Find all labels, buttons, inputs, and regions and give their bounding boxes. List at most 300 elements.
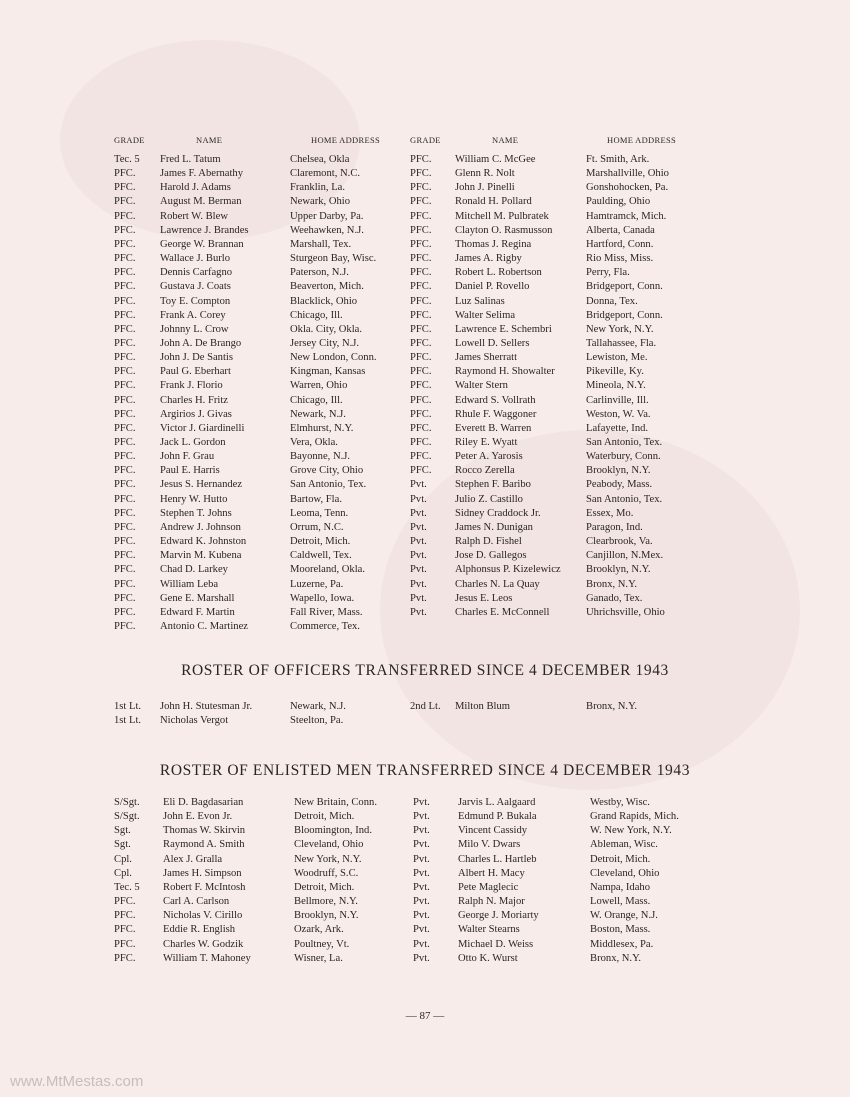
address-cell: Steelton, Pa. [290, 715, 344, 727]
name-cell: Mitchell M. Pulbratek [455, 210, 549, 222]
name-cell: Harold J. Adams [160, 182, 231, 194]
address-cell: Paterson, N.J. [290, 267, 349, 279]
address-cell: Detroit, Mich. [294, 881, 355, 893]
roster-row [0, 379, 850, 393]
name-cell: James Sherratt [455, 352, 518, 364]
grade-cell: PFC. [114, 408, 136, 420]
grade-cell: PFC. [410, 182, 432, 194]
grade-cell: PFC. [410, 437, 432, 448]
address-cell: Cleveland, Ohio [294, 839, 364, 851]
grade-cell: PFC. [114, 309, 136, 321]
roster-row [0, 422, 850, 436]
grade-cell: PFC. [114, 366, 136, 378]
roster-row [0, 337, 850, 351]
grade-cell: Pvt. [410, 507, 427, 519]
name-cell: Paul G. Eberhart [160, 366, 231, 378]
name-cell: Otto K. Wurst [458, 952, 518, 964]
grade-cell: Sgt. [114, 825, 131, 837]
name-cell: Fred L. Tatum [160, 154, 221, 165]
address-cell: Lafayette, Ind. [586, 422, 649, 434]
header-grade-left: GRADE [114, 135, 145, 145]
header-name-right: NAME [492, 135, 519, 145]
grade-cell: PFC. [114, 238, 136, 250]
address-cell: Leoma, Tenn. [290, 507, 349, 519]
name-cell: Ralph D. Fishel [455, 536, 522, 548]
address-cell: Newark, Ohio [290, 196, 351, 208]
header-grade-right: GRADE [410, 135, 441, 145]
name-cell: Charles L. Hartleb [458, 853, 537, 865]
grade-cell: PFC. [410, 380, 432, 392]
address-cell: Vera, Okla. [290, 437, 338, 448]
grade-cell: Cpl. [114, 853, 132, 865]
address-cell: Bloomington, Ind. [294, 825, 372, 837]
address-cell: New York, N.Y. [294, 853, 362, 865]
address-cell: Orrum, N.C. [290, 521, 344, 533]
name-cell: Raymond A. Smith [163, 839, 245, 851]
grade-cell: PFC. [410, 309, 432, 321]
address-cell: Nampa, Idaho [590, 881, 651, 893]
grade-cell: PFC. [114, 224, 136, 236]
roster-row [0, 181, 850, 195]
name-cell: Luz Salinas [455, 295, 505, 307]
grade-cell: Pvt. [413, 839, 430, 851]
grade-cell: PFC. [114, 451, 136, 463]
grade-cell: Tec. 5 [114, 154, 140, 165]
grade-cell: Sgt. [114, 839, 131, 851]
name-cell: John A. De Brango [160, 337, 242, 349]
name-cell: Jesus S. Hernandez [160, 479, 243, 491]
name-cell: Robert F. McIntosh [163, 881, 246, 893]
address-cell: Middlesex, Pa. [590, 938, 654, 950]
address-cell: Newark, N.J. [290, 701, 346, 712]
roster-row [0, 592, 850, 606]
address-cell: Ableman, Wisc. [590, 839, 658, 851]
grade-cell: PFC. [114, 465, 136, 477]
grade-cell: PFC. [410, 253, 432, 265]
grade-cell: Pvt. [413, 853, 430, 865]
name-cell: Jose D. Gallegos [455, 550, 527, 562]
name-cell: Victor J. Giardinelli [160, 422, 245, 434]
roster-row [0, 521, 850, 535]
name-cell: James A. Rigby [455, 253, 522, 265]
grade-cell: PFC. [410, 323, 432, 335]
name-cell: Thomas W. Skirvin [163, 825, 246, 837]
address-cell: Pikeville, Ky. [586, 366, 644, 378]
address-cell: Marshallville, Ohio [586, 168, 669, 180]
roster-row [0, 923, 850, 937]
grade-cell: PFC. [114, 437, 136, 448]
roster-row [0, 210, 850, 224]
name-cell: Charles H. Fritz [160, 394, 228, 406]
address-cell: Perry, Fla. [586, 267, 630, 279]
name-cell: Chad D. Larkey [160, 564, 228, 576]
grade-cell: Pvt. [413, 881, 430, 893]
name-cell: Andrew J. Johnson [160, 521, 241, 533]
address-cell: Grand Rapids, Mich. [590, 811, 679, 823]
address-cell: Lowell, Mass. [590, 896, 651, 908]
name-cell: Rocco Zerella [455, 465, 515, 477]
address-cell: W. Orange, N.J. [590, 910, 658, 922]
address-cell: Paulding, Ohio [586, 196, 651, 208]
name-cell: Milton Blum [455, 701, 511, 712]
name-cell: Everett B. Warren [455, 422, 532, 434]
grade-cell: PFC. [410, 224, 432, 236]
header-address-right: HOME ADDRESS [607, 135, 677, 145]
name-cell: Walter Stern [455, 380, 508, 392]
address-cell: Detroit, Mich. [590, 853, 651, 865]
address-cell: Claremont, N.C. [290, 168, 361, 180]
grade-cell: PFC. [410, 154, 432, 165]
grade-cell: Pvt. [410, 592, 427, 604]
address-cell: Luzerne, Pa. [290, 578, 344, 590]
grade-cell: PFC. [410, 408, 432, 420]
grade-cell: Pvt. [410, 578, 427, 590]
address-cell: Chicago, Ill. [290, 309, 343, 321]
grade-cell: PFC. [114, 493, 136, 505]
address-cell: Westby, Wisc. [590, 797, 650, 808]
grade-cell: PFC. [114, 924, 136, 936]
name-cell: William C. McGee [455, 154, 536, 165]
name-cell: Peter A. Yarosis [455, 451, 523, 463]
grade-cell: PFC. [410, 366, 432, 378]
roster-row [0, 493, 850, 507]
officers-title: ROSTER OF OFFICERS TRANSFERRED SINCE 4 DECEMBER 1943 [181, 662, 669, 679]
address-cell: Chicago, Ill. [290, 394, 343, 406]
address-cell: Okla. City, Okla. [290, 323, 362, 335]
name-cell: Jarvis L. Aalgaard [458, 797, 536, 808]
grade-cell: PFC. [114, 267, 136, 279]
address-cell: Essex, Mo. [586, 507, 634, 519]
roster-row [0, 167, 850, 181]
address-cell: Commerce, Tex. [290, 620, 360, 632]
grade-cell: PFC. [410, 281, 432, 293]
grade-cell: PFC. [114, 253, 136, 265]
grade-cell: 1st Lt. [114, 715, 142, 727]
address-cell: Ft. Smith, Ark. [586, 154, 650, 165]
name-cell: Nicholas Vergot [160, 715, 229, 727]
address-cell: Bronx, N.Y. [590, 952, 642, 964]
name-cell: Milo V. Dwars [458, 839, 521, 851]
name-cell: Clayton O. Rasmusson [455, 224, 553, 236]
name-cell: Robert L. Robertson [455, 267, 542, 279]
roster-row [0, 606, 850, 620]
roster-row [0, 464, 850, 478]
address-cell: Rio Miss, Miss. [586, 253, 654, 265]
address-cell: Gonshohocken, Pa. [586, 182, 669, 194]
name-cell: George W. Brannan [160, 238, 244, 250]
grade-cell: PFC. [114, 521, 136, 533]
roster-row [0, 796, 850, 810]
roster-row [0, 952, 850, 966]
grade-cell: PFC. [410, 196, 432, 208]
name-cell: Albert H. Macy [458, 867, 525, 879]
roster-row [0, 563, 850, 577]
name-cell: Toy E. Compton [160, 295, 231, 307]
name-cell: William T. Mahoney [163, 952, 251, 964]
grade-cell: PFC. [114, 620, 136, 632]
address-cell: Marshall, Tex. [290, 238, 352, 250]
grade-cell: Pvt. [410, 479, 427, 491]
roster-row [0, 365, 850, 379]
address-cell: Bartow, Fla. [290, 493, 342, 505]
grade-cell: PFC. [114, 592, 136, 604]
name-cell: Carl A. Carlson [163, 896, 230, 908]
address-cell: Weehawken, N.J. [290, 224, 364, 236]
grade-cell: 1st Lt. [114, 701, 142, 712]
address-cell: Wisner, La. [294, 952, 343, 964]
header-name-left: NAME [196, 135, 223, 145]
name-cell: Nicholas V. Cirillo [163, 910, 243, 922]
roster-row [0, 295, 850, 309]
name-cell: Glenn R. Nolt [455, 168, 515, 180]
address-cell: Peabody, Mass. [586, 479, 653, 491]
grade-cell: PFC. [410, 337, 432, 349]
name-cell: Frank A. Corey [160, 309, 226, 321]
address-cell: Wapello, Iowa. [290, 592, 355, 604]
roster-row [0, 507, 850, 521]
name-cell: Charles E. McConnell [455, 606, 550, 618]
grade-cell: Tec. 5 [114, 881, 140, 893]
name-cell: Paul E. Harris [160, 465, 220, 477]
grade-cell: Pvt. [413, 924, 430, 936]
grade-cell: PFC. [114, 536, 136, 548]
grade-cell: S/Sgt. [114, 811, 140, 823]
address-cell: Kingman, Kansas [290, 366, 366, 378]
grade-cell: PFC. [410, 238, 432, 250]
roster-row [0, 714, 850, 728]
name-cell: John F. Grau [160, 451, 215, 463]
grade-cell: Pvt. [413, 797, 430, 808]
grade-cell: PFC. [114, 323, 136, 335]
grade-cell: PFC. [410, 451, 432, 463]
grade-cell: PFC. [114, 352, 136, 364]
grade-cell: PFC. [114, 550, 136, 562]
header-address-left: HOME ADDRESS [311, 135, 381, 145]
roster-row [0, 909, 850, 923]
name-cell: William Leba [160, 578, 219, 590]
name-cell: Eddie R. English [163, 924, 236, 936]
address-cell: Caldwell, Tex. [290, 550, 352, 562]
name-cell: Eli D. Bagdasarian [163, 797, 244, 808]
grade-cell: PFC. [114, 337, 136, 349]
grade-cell: Pvt. [413, 910, 430, 922]
grade-cell: Pvt. [413, 938, 430, 950]
name-cell: John E. Evon Jr. [163, 811, 233, 823]
watermark: www.MtMestas.com [10, 1073, 144, 1090]
address-cell: Sturgeon Bay, Wisc. [290, 253, 377, 265]
grade-cell: Pvt. [410, 493, 427, 505]
grade-cell: PFC. [114, 394, 136, 406]
grade-cell: PFC. [410, 295, 432, 307]
grade-cell: PFC. [114, 281, 136, 293]
roster-row [0, 895, 850, 909]
address-cell: Carlinville, Ill. [586, 394, 649, 406]
address-cell: Ozark, Ark. [294, 924, 344, 936]
roster-row [0, 881, 850, 895]
address-cell: Waterbury, Conn. [586, 451, 661, 463]
address-cell: New London, Conn. [290, 352, 377, 364]
name-cell: Johnny L. Crow [160, 323, 229, 335]
address-cell: San Antonio, Tex. [586, 437, 663, 448]
roster-row [0, 436, 850, 450]
address-cell: Fall River, Mass. [290, 606, 363, 618]
address-cell: Blacklick, Ohio [290, 295, 358, 307]
roster-row [0, 535, 850, 549]
address-cell: Alberta, Canada [586, 224, 655, 236]
address-cell: Ganado, Tex. [586, 592, 643, 604]
roster-row [0, 309, 850, 323]
address-cell: Detroit, Mich. [294, 811, 355, 823]
name-cell: Marvin M. Kubena [160, 550, 242, 562]
name-cell: Vincent Cassidy [458, 825, 528, 837]
name-cell: Julio Z. Castillo [455, 493, 523, 505]
name-cell: Henry W. Hutto [160, 493, 228, 505]
name-cell: John J. De Santis [160, 352, 233, 364]
grade-cell: Pvt. [410, 550, 427, 562]
address-cell: Hartford, Conn. [586, 238, 654, 250]
roster-row [0, 224, 850, 238]
name-cell: Robert W. Blew [160, 210, 228, 222]
grade-cell: PFC. [114, 295, 136, 307]
address-cell: Hamtramck, Mich. [586, 210, 667, 222]
address-cell: Warren, Ohio [290, 380, 348, 392]
name-cell: Jack L. Gordon [160, 437, 226, 448]
address-cell: Bridgeport, Conn. [586, 281, 663, 293]
roster-row [0, 280, 850, 294]
roster-row [0, 810, 850, 824]
name-cell: Dennis Carfagno [160, 267, 233, 279]
name-cell: Argirios J. Givas [160, 408, 232, 420]
address-cell: Weston, W. Va. [586, 408, 651, 420]
grade-cell: Pvt. [413, 867, 430, 879]
grade-cell: PFC. [114, 422, 136, 434]
grade-cell: PFC. [410, 168, 432, 180]
name-cell: Alphonsus P. Kizelewicz [455, 564, 561, 576]
address-cell: Mineola, N.Y. [586, 380, 646, 392]
name-cell: Gene E. Marshall [160, 592, 235, 604]
grade-cell: PFC. [114, 938, 136, 950]
roster-row [0, 853, 850, 867]
name-cell: Stephen T. Johns [160, 507, 232, 519]
grade-cell: PFC. [114, 564, 136, 576]
address-cell: Woodruff, S.C. [294, 867, 359, 879]
name-cell: Lowell D. Sellers [455, 337, 530, 349]
grade-cell: PFC. [114, 606, 136, 618]
grade-cell: PFC. [114, 182, 136, 194]
address-cell: Tallahassee, Fla. [586, 337, 657, 349]
address-cell: San Antonio, Tex. [290, 479, 367, 491]
address-cell: Brooklyn, N.Y. [294, 910, 359, 922]
name-cell: Stephen F. Baribo [455, 479, 531, 491]
address-cell: Elmhurst, N.Y. [290, 422, 354, 434]
address-cell: Lewiston, Me. [586, 352, 648, 364]
name-cell: Thomas J. Regina [455, 238, 532, 250]
roster-row [0, 153, 850, 167]
grade-cell: Pvt. [413, 811, 430, 823]
grade-cell: PFC. [410, 352, 432, 364]
address-cell: Clearbrook, Va. [586, 536, 653, 548]
roster-row [0, 867, 850, 881]
name-cell: Raymond H. Showalter [455, 366, 555, 378]
name-cell: Ronald H. Pollard [455, 196, 532, 208]
name-cell: Edmund P. Bukala [458, 811, 537, 823]
grade-cell: Pvt. [410, 606, 427, 618]
address-cell: Uhrichsville, Ohio [586, 606, 665, 618]
name-cell: Antonio C. Martinez [160, 620, 248, 632]
roster-row [0, 252, 850, 266]
grade-cell: PFC. [114, 578, 136, 590]
grade-cell: S/Sgt. [114, 797, 140, 808]
name-cell: Michael D. Weiss [458, 938, 534, 950]
roster-row [0, 323, 850, 337]
address-cell: Beaverton, Mich. [290, 281, 364, 293]
address-cell: Canjillon, N.Mex. [586, 550, 664, 562]
roster-row [0, 824, 850, 838]
name-cell: Pete Maglecic [458, 881, 519, 893]
address-cell: Paragon, Ind. [586, 521, 643, 533]
name-cell: Sidney Craddock Jr. [455, 507, 541, 519]
address-cell: Newark, N.J. [290, 408, 346, 420]
name-cell: Riley E. Wyatt [455, 437, 518, 448]
roster-row [0, 938, 850, 952]
grade-cell: PFC. [114, 507, 136, 519]
roster-row [0, 394, 850, 408]
grade-cell: PFC. [410, 465, 432, 477]
address-cell: Boston, Mass. [590, 924, 651, 936]
name-cell: Lawrence E. Schembri [455, 323, 552, 335]
roster-row [0, 620, 850, 634]
address-cell: Chelsea, Okla [290, 154, 350, 165]
name-cell: Edward S. Vollrath [455, 394, 536, 406]
name-cell: George J. Moriarty [458, 910, 539, 922]
address-cell: Bayonne, N.J. [290, 451, 351, 463]
name-cell: August M. Berman [160, 196, 242, 208]
roster-row [0, 578, 850, 592]
address-cell: Cleveland, Ohio [590, 867, 660, 879]
address-cell: W. New York, N.Y. [590, 825, 672, 837]
address-cell: Brooklyn, N.Y. [586, 564, 651, 576]
name-cell: Alex J. Gralla [163, 853, 223, 865]
grade-cell: PFC. [114, 380, 136, 392]
name-cell: Edward F. Martin [160, 606, 235, 618]
roster-row [0, 478, 850, 492]
roster-row [0, 838, 850, 852]
name-cell: Walter Stearns [458, 924, 520, 936]
grade-cell: Pvt. [413, 952, 430, 964]
name-cell: Jesus E. Leos [455, 592, 513, 604]
address-cell: Upper Darby, Pa. [290, 210, 364, 222]
name-cell: James F. Abernathy [160, 168, 244, 180]
address-cell: San Antonio, Tex. [586, 493, 663, 505]
grade-cell: Cpl. [114, 867, 132, 879]
roster-row [0, 238, 850, 252]
grade-cell: Pvt. [413, 825, 430, 837]
grade-cell: PFC. [114, 910, 136, 922]
address-cell: Brooklyn, N.Y. [586, 465, 651, 477]
address-cell: Franklin, La. [290, 182, 346, 194]
name-cell: James H. Simpson [163, 867, 242, 879]
name-cell: Walter Selima [455, 309, 516, 321]
grade-cell: PFC. [410, 267, 432, 279]
grade-cell: PFC. [114, 896, 136, 908]
roster-row [0, 700, 850, 714]
name-cell: Ralph N. Major [458, 896, 525, 908]
address-cell: Bronx, N.Y. [586, 701, 638, 712]
name-cell: John J. Pinelli [455, 182, 515, 194]
roster-row [0, 549, 850, 563]
name-cell: Daniel P. Rovello [455, 281, 530, 293]
grade-cell: PFC. [114, 479, 136, 491]
